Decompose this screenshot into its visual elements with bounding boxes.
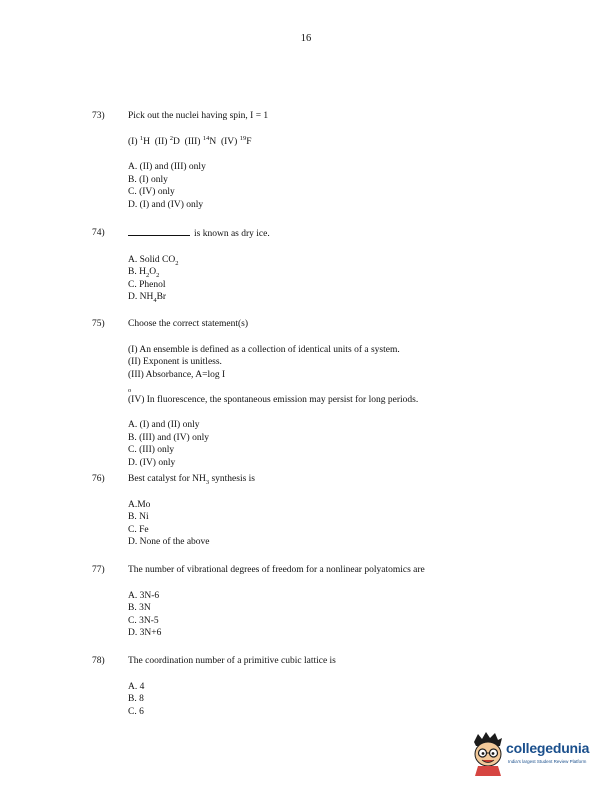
option: B. Ni xyxy=(128,512,149,522)
question-number: 75) xyxy=(92,319,105,329)
option: C. 6 xyxy=(128,706,144,717)
statement: (IV) In fluorescence, the spontaneous emission may persist for long periods. xyxy=(128,394,419,405)
question-stem: Best catalyst for $NH_3$ synthesis is xyxy=(128,474,256,486)
options-list xyxy=(128,681,568,719)
options-list xyxy=(128,419,568,469)
mascot-icon xyxy=(468,730,508,776)
option: A. 4 xyxy=(128,681,145,692)
question-stem: The coordination number of a primitive cubic lattice is xyxy=(128,656,336,666)
option: D. (I) and (IV) only xyxy=(128,199,204,210)
option: B. 3N xyxy=(128,603,151,613)
question-number: 78) xyxy=(92,656,105,666)
question-stem: is known as dry ice. xyxy=(128,227,568,241)
option: A. (I) and (II) only xyxy=(128,420,200,430)
question-stem: Pick out the nuclei having spin, I = 1 xyxy=(128,111,269,121)
option: C. Phenol xyxy=(128,279,166,290)
option: A. 3N-6 xyxy=(128,590,160,601)
nuclei-list: (I) $^1$H (II) $^2$D (III) $^{14}$N (IV) $^{19}$F xyxy=(128,134,252,147)
options-list xyxy=(128,590,568,640)
question-number: 73) xyxy=(92,111,105,121)
statement: (II) Exponent is unitless. xyxy=(128,357,222,367)
option: B. $H_2O_2$ xyxy=(128,267,160,279)
option: B. 8 xyxy=(128,694,144,704)
option: A. (II) and (III) only xyxy=(128,162,206,172)
question-number: 76) xyxy=(92,474,105,484)
question-number: 74) xyxy=(92,228,105,238)
options-list xyxy=(128,499,568,549)
option: A. Solid $CO_2$ xyxy=(128,254,179,267)
logo-tagline: India's largest Student Review Platform xyxy=(508,759,587,764)
option: D. None of the above xyxy=(128,537,210,547)
option: D. (IV) only xyxy=(128,457,176,468)
option: A.Mo xyxy=(128,499,151,510)
option: B. (I) only xyxy=(128,174,168,185)
statement: (I) An ensemble is defined as a collection of identical units of a system. xyxy=(128,344,400,355)
logo-brand-text: collegedunia xyxy=(506,740,590,756)
question-stem: The number of vibrational degrees of freedom for a nonlinear polyatomics are xyxy=(128,565,425,575)
options-list xyxy=(128,254,568,304)
statements-list xyxy=(128,344,568,407)
option: C. (IV) only xyxy=(128,187,175,197)
statement: (III) Absorbance, A=log I $_o$ xyxy=(128,369,226,394)
option: B. (III) and (IV) only xyxy=(128,432,209,443)
page-number: 16 xyxy=(300,33,312,44)
option: D. 3N+6 xyxy=(128,628,162,638)
option: D. $NH_4Br$ xyxy=(128,292,167,304)
option: C. Fe xyxy=(128,524,149,535)
question-stem: Choose the correct statement(s) xyxy=(128,319,249,329)
fill-blank xyxy=(128,227,190,236)
question-number: 77) xyxy=(92,565,105,575)
option: C. 3N-5 xyxy=(128,615,159,626)
collegedunia-logo xyxy=(468,728,604,778)
option: C. (III) only xyxy=(128,445,175,455)
options-list xyxy=(128,161,568,211)
